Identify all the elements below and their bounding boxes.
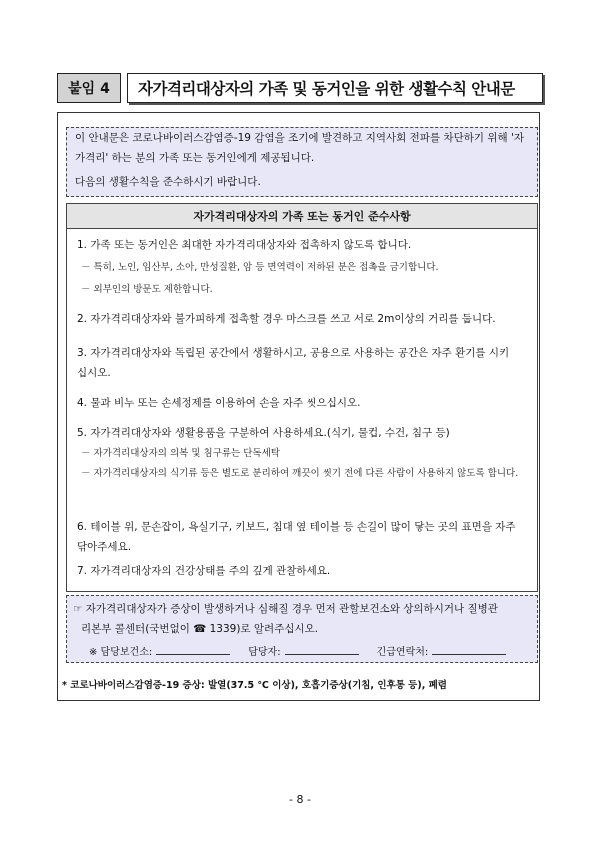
rule-5-sub-1: － 자가격리대상자의 의복 및 침구류는 단독세탁 [81, 448, 280, 459]
rule-3: 3. 자가격리대상자와 독립된 공간에서 생활하시고, 공용으로 사용하는 공간은 자주 환기를 시키십시오. [77, 347, 510, 379]
rule-2: 2. 자가격리대상자와 불가피하게 접촉할 경우 마스크를 쓰고 서로 2m이상의 거리를 둡니다. [77, 313, 496, 325]
page-number: - 8 - [289, 793, 311, 806]
symptom-footnote: * 코로나바이러스감염증-19 증상: 발열(37.5 ℃ 이상), 호흡기증상(기침, 인후통 등), 폐렴 [62, 680, 447, 691]
health-center-label: ※ 담당보건소: [89, 647, 153, 658]
intro-paragraph: 이 안내문은 코로나바이러스감염증-19 감염을 조기에 발견하고 지역사회 전파를 차단하기 위해 '자가격리' 하는 분의 가족 또는 동거인에게 제공됩니다. [75, 132, 524, 164]
note-line-2: 리본부 콜센터(국번없이 ☎ 1339)로 알려주십시오. [81, 623, 319, 635]
rule-4: 4. 물과 비누 또는 손세정제를 이용하여 손을 자주 씻으십시오. [77, 397, 361, 409]
rule-5: 5. 자가격리대상자와 생활용품을 구분하여 사용하세요.(식기, 물컵, 수건, 침구 등) [77, 427, 450, 439]
manager-field [248, 642, 358, 662]
contact-note-box [66, 595, 538, 663]
note-line-1: ☞ 자가격리대상자가 증상이 발생하거나 심해질 경우 먼저 관할보건소와 상의하시거나 질병관 [73, 603, 498, 615]
rule-6: 6. 테이블 위, 문손잡이, 욕실기구, 키보드, 침대 옆 테이블 등 손길이 많이 닿는 곳의 표면을 자주 닦아주세요. [77, 521, 516, 553]
rules-box [66, 227, 538, 592]
rule-5-sub-2: － 자가격리대상자의 식기류 등은 별도로 분리하여 깨끗이 씻기 전에 다른 사람이 사용하지 않도록 합니다. [81, 468, 519, 479]
intro-instruction: 다음의 생활수칙을 준수하시기 바랍니다. [75, 176, 261, 188]
manager-label: 담당자: [248, 647, 281, 658]
manager-blank [285, 642, 359, 655]
appendix-tag: 붙임 4 [57, 73, 121, 103]
content-frame [57, 112, 540, 701]
rule-7: 7. 자가격리대상자의 건강상태를 주의 깊게 관찰하세요. [77, 565, 331, 577]
page-header [57, 73, 543, 103]
emergency-contact-label: 긴급연락처: [376, 647, 429, 658]
section-title: 자가격리대상자의 가족 또는 동거인 준수사항 [66, 203, 538, 229]
rule-1-sub-1: － 특히, 노인, 임산부, 소아, 만성질환, 암 등 면역력이 저하된 분은 접촉을 금기합니다. [81, 262, 439, 273]
intro-box [66, 127, 538, 197]
health-center-field [89, 642, 230, 662]
contact-fields [89, 642, 506, 662]
page-title: 자가격리대상자의 가족 및 동거인을 위한 생활수칙 안내문 [127, 73, 543, 103]
rule-1: 1. 가족 또는 동거인은 최대한 자가격리대상자와 접촉하지 않도록 합니다. [77, 239, 412, 251]
rule-1-sub-2: － 외부인의 방문도 제한합니다. [81, 284, 213, 295]
emergency-contact-blank [432, 642, 506, 655]
emergency-contact-field [377, 642, 507, 662]
health-center-blank [156, 642, 230, 655]
